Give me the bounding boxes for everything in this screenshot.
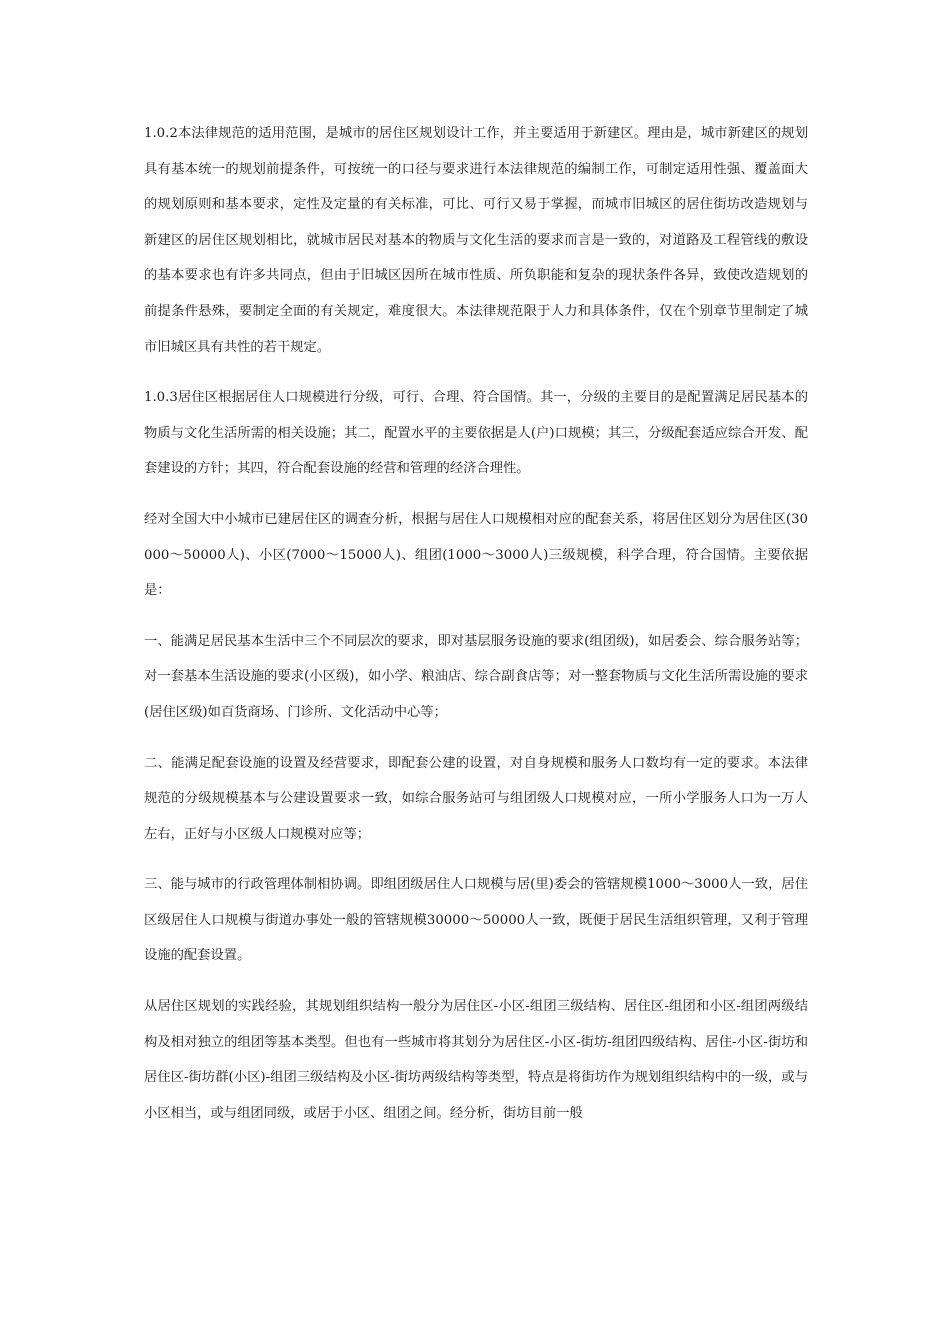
paragraph-basis-three: 三、能与城市的行政管理体制相协调。即组团级居住人口规模与居(里)委会的管辖规模1000～3000人一致，居住区级居住人口规模与街道办事处一般的管辖规模30000～50000人一致，既便于居民生活组织管理，又利于管理设施的配套设置。 (144, 877, 808, 964)
paragraph-1-0-2: 1.0.2本法律规范的适用范围，是城市的居住区规划设计工作，并主要适用于新建区。理由是，城市新建区的规划具有基本统一的规划前提条件，可按统一的口径与要求进行本法律规范的编制工作，可制定适用性强、覆盖面大的规划原则和基本要求，定性及定量的有关标准，可比、可行又易于掌握，而城市旧城区的居住街坊改造规划与新建区的居住区规划相比，就城市居民对基本的物质与文化生活的要求而言是一致的，对道路及工程管线的敷设的基本要求也有许多共同点，但由于旧城区因所在城市性质、所负职能和复杂的现状条件各异，致使改造规划的前提条件悬殊，要制定全面的有关规定，难度很大。本法律规范限于人力和具体条件，仅在个别章节里制定了城市旧城区具有共性的若干规定。 (144, 126, 808, 355)
paragraph-1-0-3: 1.0.3居住区根据居住人口规模进行分级，可行、合理、符合国情。其一，分级的主要目的是配置满足居民基本的物质与文化生活所需的相关设施；其二，配置水平的主要依据是人(户)口规模；其三，分级配套适应综合开发、配套建设的方针；其四，符合配套设施的经营和管理的经济合理性。 (144, 390, 808, 477)
document-page (144, 116, 808, 1146)
paragraph-structure: 从居住区规划的实践经验，其规划组织结构一般分为居住区-小区-组团三级结构、居住区-组团和小区-组团两级结构及相对独立的组团等基本类型。但也有一些城市将其划分为居住区-小区-街坊-组团四级结构、居住-小区-街坊和居住区-街坊群(小区)-组团三级结构及小区-街坊两级结构等类型，特点是将街坊作为规划组织结构中的一级，或与小区相当，或与组团同级，或居于小区、组团之间。经分析，街坊目前一般 (144, 999, 808, 1121)
paragraph-scale-division: 经对全国大中小城市已建居住区的调查分析，根据与居住人口规模相对应的配套关系，将居住区划分为居住区(30000～50000人)、小区(7000～15000人)、组团(1000～3000人)三级规模，科学合理，符合国情。主要依据是： (144, 511, 808, 599)
paragraph-basis-one: 一、能满足居民基本生活中三个不同层次的要求，即对基层服务设施的要求(组团级)，如居委会、综合服务站等；对一套基本生活设施的要求(小区级)，如小学、粮油店、综合副食店等；对一整套物质与文化生活所需设施的要求(居住区级)如百货商场、门诊所、文化活动中心等； (144, 633, 808, 720)
paragraph-basis-two: 二、能满足配套设施的设置及经营要求，即配套公建的设置，对自身规模和服务人口数均有一定的要求。本法律规范的分级规模基本与公建设置要求一致，如综合服务站可与组团级人口规模对应，一所小学服务人口为一万人左右，正好与小区级人口规模对应等； (144, 755, 808, 842)
